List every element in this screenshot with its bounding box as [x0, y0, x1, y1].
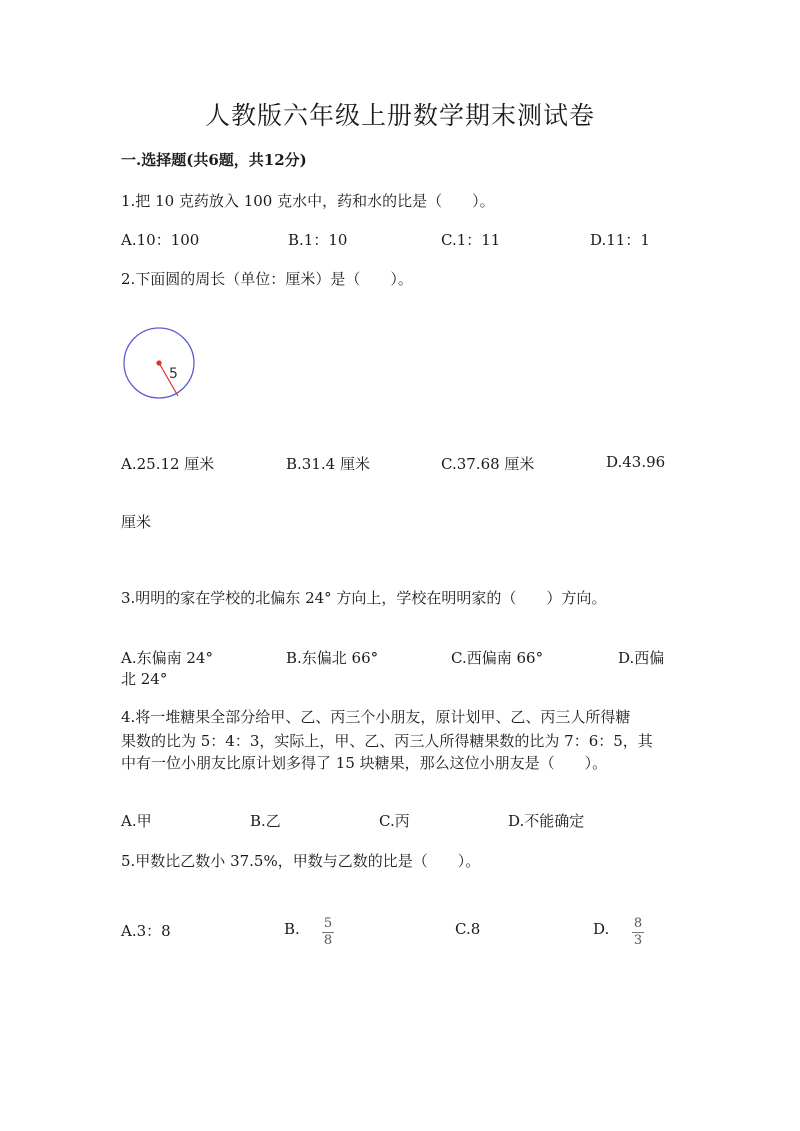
- q5-option-d-label: D.: [593, 920, 610, 938]
- fraction-denominator: 3: [633, 933, 643, 948]
- question-1: 1.把 10 克药放入 100 克水中，药和水的比是（ ）。: [121, 192, 495, 210]
- circle-figure: [118, 325, 202, 405]
- q2-option-a: A.25.12 厘米: [121, 455, 215, 473]
- question-2: 2.下面圆的周长（单位：厘米）是（ ）。: [121, 270, 413, 288]
- q5-option-a: A.3：8: [121, 922, 171, 940]
- q3-option-b: B.东偏北 66°: [286, 649, 379, 667]
- q4-option-c: C.丙: [379, 812, 410, 830]
- q1-option-b: B.1：10: [288, 231, 348, 249]
- q1-option-a: A.10：100: [121, 231, 200, 249]
- question-4-line-2: 果数的比为 5：4：3，实际上，甲、乙、丙三人所得糖果数的比为 7：6：5，其: [121, 732, 653, 750]
- page-title: 人教版六年级上册数学期末测试卷: [204, 101, 595, 130]
- question-3: 3.明明的家在学校的北偏东 24° 方向上，学校在明明家的（ ）方向。: [121, 589, 607, 607]
- q3-option-a: A.东偏南 24°: [121, 649, 213, 667]
- q2-option-b: B.31.4 厘米: [286, 455, 370, 473]
- q4-option-a: A.甲: [121, 812, 152, 830]
- q2-option-c: C.37.68 厘米: [441, 455, 535, 473]
- question-4-line-3: 中有一位小朋友比原计划多得了 15 块糖果，那么这位小朋友是（ ）。: [121, 754, 608, 772]
- q5-option-b-fraction: [322, 912, 334, 948]
- q3-option-d-wrap: 北 24°: [121, 670, 168, 688]
- q2-option-d: D.43.96: [606, 453, 666, 471]
- fraction-numerator: 8: [633, 916, 643, 931]
- q5-option-b-label: B.: [284, 920, 300, 938]
- section-heading: 一.选择题(共6题，共12分): [121, 151, 307, 169]
- fraction-denominator: 8: [323, 933, 333, 948]
- q3-option-d: D.西偏: [618, 649, 665, 667]
- radius-label: 5: [169, 366, 178, 382]
- q4-option-d: D.不能确定: [508, 812, 585, 830]
- center-point: [156, 360, 161, 365]
- q2-option-d-wrap: 厘米: [121, 513, 152, 531]
- q1-option-c: C.1：11: [441, 231, 501, 249]
- q5-option-d-fraction: [632, 912, 644, 948]
- q3-option-c: C.西偏南 66°: [451, 649, 544, 667]
- q4-option-b: B.乙: [250, 812, 281, 830]
- fraction-numerator: 5: [323, 916, 333, 931]
- q1-option-d: D.11：1: [590, 231, 650, 249]
- question-4-line-1: 4.将一堆糖果全部分给甲、乙、丙三个小朋友，原计划甲、乙、丙三人所得糖: [121, 708, 631, 726]
- question-5: 5.甲数比乙数小 37.5%，甲数与乙数的比是（ ）。: [121, 852, 481, 870]
- q5-option-c: C.8: [455, 920, 481, 938]
